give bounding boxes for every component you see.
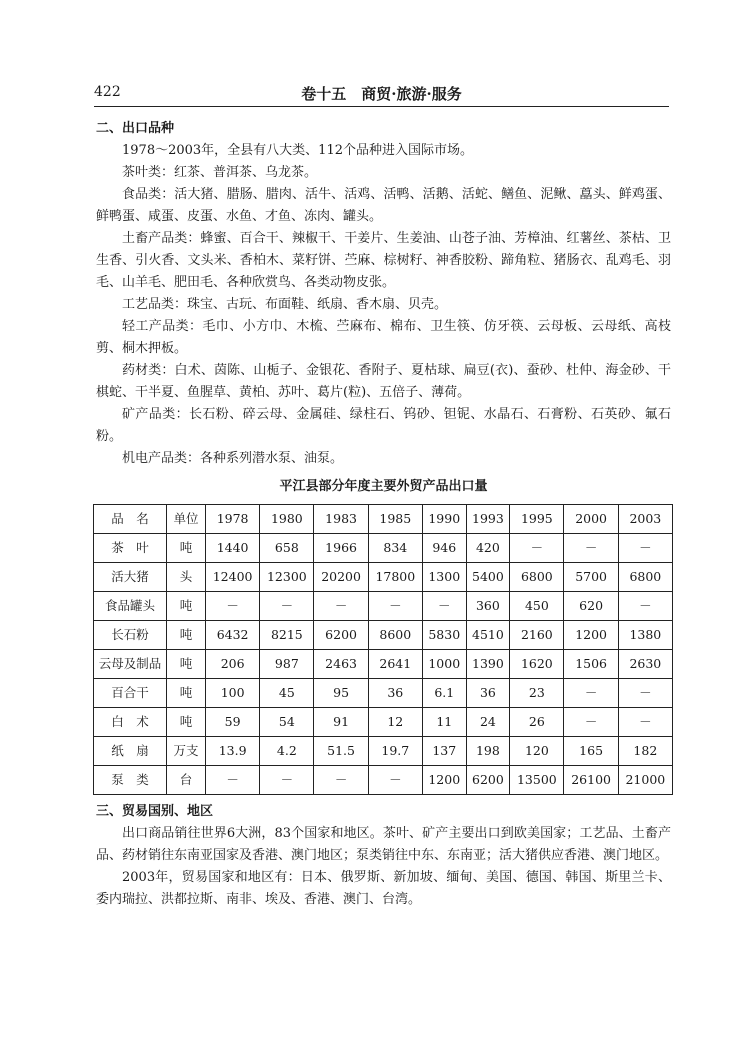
table-header-cell: 1983 [314,505,368,534]
table-cell: 13500 [510,766,564,795]
table-cell: 长石粉 [94,621,167,650]
paragraph: 土畜产品类：蜂蜜、百合干、辣椒干、干姜片、生姜油、山苍子油、芳樟油、红薯丝、茶枯、卫生香、引火香、文头米、香柏木、菜籽饼、苎麻、棕树籽、神香胶粉、蹄角粒、猪肠衣、乱鸡毛、羽毛、山羊毛、肥田毛、各种欣赏鸟、各类动物皮张。 [96,231,671,290]
table-cell: 吨 [167,679,206,708]
table-cell: － [206,592,260,621]
table-cell: 12400 [206,563,260,592]
section-title-trade-countries: 三、贸易国别、地区 [96,804,214,819]
table-cell: 91 [314,708,368,737]
table-header-row [94,505,673,534]
table-cell: 23 [510,679,564,708]
table-cell: 1300 [422,563,466,592]
table-cell: － [618,708,672,737]
table-cell: 纸 扇 [94,737,167,766]
table-cell: － [260,766,314,795]
table-header-cell: 1980 [260,505,314,534]
table-cell: 茶 叶 [94,534,167,563]
table-cell: 1200 [564,621,618,650]
table-cell: 36 [368,679,422,708]
table-cell: 95 [314,679,368,708]
paragraph: 2003年，贸易国家和地区有：日本、俄罗斯、新加坡、缅甸、美国、德国、韩国、斯里兰卡、委内瑞拉、洪都拉斯、南非、埃及、香港、澳门、台湾。 [96,870,671,907]
table-row [94,679,673,708]
table-cell: 百合干 [94,679,167,708]
table-cell: 420 [466,534,510,563]
table-cell: 4510 [466,621,510,650]
table-cell: 6800 [510,563,564,592]
table-cell: 活大猪 [94,563,167,592]
table-cell: 21000 [618,766,672,795]
paragraph: 机电产品类：各种系列潜水泵、油泵。 [122,451,344,466]
table-cell: 吨 [167,650,206,679]
table-cell: 6800 [618,563,672,592]
table-cell: 36 [466,679,510,708]
table-cell: － [260,592,314,621]
table-cell: 8600 [368,621,422,650]
table-cell: 2630 [618,650,672,679]
table-cell: 1390 [466,650,510,679]
page-header [94,80,669,106]
table-cell: 2641 [368,650,422,679]
table-cell: 吨 [167,592,206,621]
table-cell: 6432 [206,621,260,650]
table-row [94,650,673,679]
table-cell: － [422,592,466,621]
table-cell: 1440 [206,534,260,563]
export-volume-table [93,504,673,795]
table-cell: 1966 [314,534,368,563]
table-cell: 6200 [466,766,510,795]
table-header-cell: 品 名 [94,505,167,534]
table-cell: 620 [564,592,618,621]
table-cell: － [368,592,422,621]
table-cell: 1620 [510,650,564,679]
paragraph: 1978～2003年，全县有八大类、112个品种进入国际市场。 [122,143,473,158]
running-head: 卷十五 商贸·旅游·服务 [301,85,462,103]
table-row [94,621,673,650]
paragraph: 茶叶类：红茶、普洱茶、乌龙茶。 [122,165,318,180]
section-title-export-varieties: 二、出口品种 [96,121,175,136]
table-header-cell: 单位 [167,505,206,534]
table-row [94,708,673,737]
table-cell: － [618,679,672,708]
table-header-cell: 1995 [510,505,564,534]
table-cell: 198 [466,737,510,766]
table-cell: － [564,679,618,708]
paragraph: 轻工产品类：毛巾、小方巾、木梳、苎麻布、棉布、卫生筷、仿牙筷、云母板、云母纸、高枝剪、桐木押板。 [96,319,671,356]
table-cell: － [564,708,618,737]
paragraph: 出口商品销往世界6大洲，83个国家和地区。茶叶、矿产主要出口到欧美国家；工艺品、土畜产品、药材销往东南亚国家及香港、澳门地区；泵类销往中东、东南亚；活大猪供应香港、澳门地区。 [96,826,671,863]
table-cell: 26 [510,708,564,737]
table-cell: 万支 [167,737,206,766]
table-header-cell: 2003 [618,505,672,534]
table-cell: 1000 [422,650,466,679]
table-cell: 45 [260,679,314,708]
paragraph: 药材类：白术、茵陈、山栀子、金银花、香附子、夏枯球、扁豆(衣)、蚕砂、杜仲、海金砂、干棋蛇、干半夏、鱼腥草、黄柏、苏叶、葛片(粒)、五倍子、薄荷。 [96,363,671,400]
table-cell: 头 [167,563,206,592]
table-cell: 360 [466,592,510,621]
table-cell: － [206,766,260,795]
table-header-cell: 2000 [564,505,618,534]
table-cell: 987 [260,650,314,679]
table-cell: 6.1 [422,679,466,708]
table-body [94,534,673,795]
table-cell: － [510,534,564,563]
table-cell: 17800 [368,563,422,592]
table-row [94,534,673,563]
table-cell: 食品罐头 [94,592,167,621]
table-cell: 13.9 [206,737,260,766]
paragraph: 矿产品类：长石粉、碎云母、金属硅、绿柱石、钨砂、钽铌、水晶石、石膏粉、石英砂、氟石粉。 [96,407,671,444]
table-cell: 6200 [314,621,368,650]
table-cell: 1506 [564,650,618,679]
table-cell: 吨 [167,534,206,563]
page-number: 422 [94,84,121,100]
table-cell: 云母及制品 [94,650,167,679]
table-cell: 2463 [314,650,368,679]
table-cell: 5700 [564,563,618,592]
table-row [94,737,673,766]
table-cell: － [314,766,368,795]
table-cell: 59 [206,708,260,737]
table-header-cell: 1978 [206,505,260,534]
table-cell: 12 [368,708,422,737]
page-content [96,118,671,911]
table-cell: 206 [206,650,260,679]
header-rule [94,106,669,107]
table-cell: 100 [206,679,260,708]
table-cell: － [618,592,672,621]
table-cell: 1200 [422,766,466,795]
paragraph: 食品类：活大猪、腊肠、腊肉、活牛、活鸡、活鸭、活鹅、活蛇、鳝鱼、泥鳅、藠头、鲜鸡蛋、鲜鸭蛋、咸蛋、皮蛋、水鱼、才鱼、冻肉、罐头。 [96,187,671,224]
table-header-cell: 1993 [466,505,510,534]
table-cell: 658 [260,534,314,563]
table-cell: 19.7 [368,737,422,766]
table-cell: 8215 [260,621,314,650]
table-row [94,592,673,621]
table-cell: 11 [422,708,466,737]
table-cell: 20200 [314,563,368,592]
table-cell: 12300 [260,563,314,592]
table-cell: 1380 [618,621,672,650]
table-cell: － [368,766,422,795]
table-cell: 54 [260,708,314,737]
paragraph: 工艺品类：珠宝、古玩、布面鞋、纸扇、香木扇、贝壳。 [122,297,448,312]
table-cell: 51.5 [314,737,368,766]
table-cell: 5830 [422,621,466,650]
table-cell: 137 [422,737,466,766]
table-cell: 2160 [510,621,564,650]
table-row [94,766,673,795]
table-cell: 泵 类 [94,766,167,795]
table-cell: 120 [510,737,564,766]
table-cell: 台 [167,766,206,795]
table-cell: 946 [422,534,466,563]
table-header-cell: 1990 [422,505,466,534]
table-cell: － [314,592,368,621]
table-cell: 26100 [564,766,618,795]
table-header-cell: 1985 [368,505,422,534]
table-cell: 5400 [466,563,510,592]
table-cell: － [618,534,672,563]
table-cell: 165 [564,737,618,766]
table-cell: 450 [510,592,564,621]
table-cell: 吨 [167,708,206,737]
table-cell: 吨 [167,621,206,650]
table-cell: 182 [618,737,672,766]
table-cell: 白 术 [94,708,167,737]
table-cell: 834 [368,534,422,563]
table-cell: 24 [466,708,510,737]
table-cell: 4.2 [260,737,314,766]
table-title: 平江县部分年度主要外贸产品出口量 [279,479,488,494]
table-cell: － [564,534,618,563]
table-row [94,563,673,592]
